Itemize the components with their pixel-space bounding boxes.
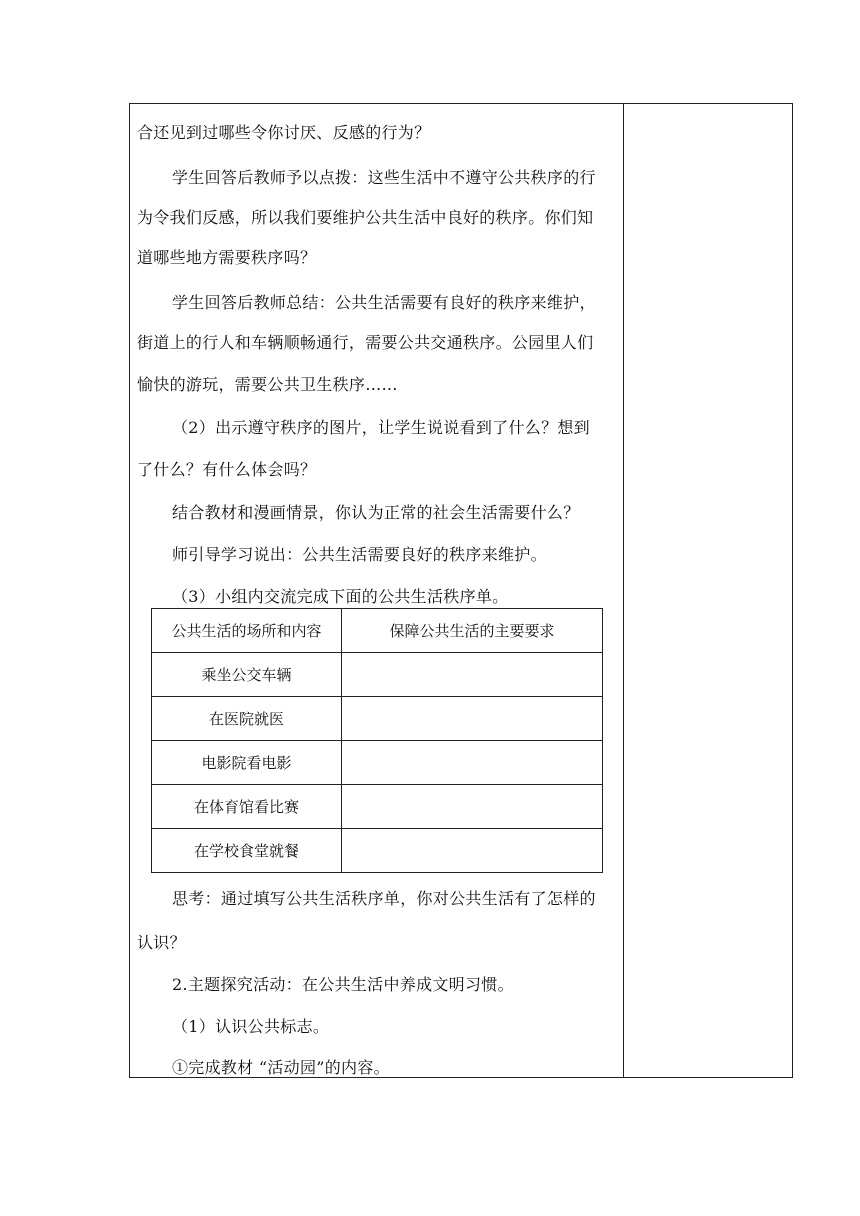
table-cell-requirement xyxy=(342,741,603,785)
public-order-table xyxy=(151,608,603,873)
column-divider xyxy=(623,103,624,1078)
table-cell-place: 电影院看电影 xyxy=(152,741,342,785)
paragraph-line: （1）认识公共标志。 xyxy=(172,1017,330,1036)
table-header-row xyxy=(152,609,603,653)
paragraph-line: 合还见到过哪些令你讨厌、反感的行为？ xyxy=(137,123,431,142)
table-header-cell: 保障公共生活的主要要求 xyxy=(342,609,603,653)
table-row xyxy=(152,697,603,741)
table-cell-requirement xyxy=(342,697,603,741)
paragraph-line: （3）小组内交流完成下面的公共生活秩序单。 xyxy=(172,587,509,606)
table-cell-requirement xyxy=(342,785,603,829)
paragraph-line: 2.主题探究活动：在公共生活中养成文明习惯。 xyxy=(172,975,514,994)
paragraph-line: （2）出示遵守秩序的图片，让学生说说看到了什么？想到 xyxy=(172,418,590,437)
paragraph-line: 思考：通过填写公共生活秩序单，你对公共生活有了怎样的 xyxy=(172,889,596,908)
paragraph-line: 愉快的游玩，需要公共卫生秩序…… xyxy=(137,375,398,394)
table-cell-place: 在学校食堂就餐 xyxy=(152,829,342,873)
table-cell-requirement xyxy=(342,653,603,697)
table-cell-place: 乘坐公交车辆 xyxy=(152,653,342,697)
paragraph-line: 道哪些地方需要秩序吗？ xyxy=(137,248,317,267)
paragraph-line: 结合教材和漫画情景，你认为正常的社会生活需要什么？ xyxy=(172,503,580,522)
table-cell-requirement xyxy=(342,829,603,873)
paragraph-line: 为令我们反感，所以我们要维护公共生活中良好的秩序。你们知 xyxy=(137,208,594,227)
paragraph-line: ①完成教材 “活动园”的内容。 xyxy=(172,1058,390,1077)
paragraph-line: 学生回答后教师予以点拨：这些生活中不遵守公共秩序的行 xyxy=(172,168,596,187)
table-row xyxy=(152,741,603,785)
table-row xyxy=(152,829,603,873)
table-row xyxy=(152,653,603,697)
paragraph-line: 了什么？有什么体会吗？ xyxy=(137,460,317,479)
table-cell-place: 在医院就医 xyxy=(152,697,342,741)
table-cell-place: 在体育馆看比赛 xyxy=(152,785,342,829)
table-header-cell: 公共生活的场所和内容 xyxy=(152,609,342,653)
paragraph-line: 街道上的行人和车辆顺畅通行，需要公共交通秩序。公园里人们 xyxy=(137,333,594,352)
paragraph-line: 师引导学习说出：公共生活需要良好的秩序来维护。 xyxy=(172,545,547,564)
paragraph-line: 学生回答后教师总结：公共生活需要有良好的秩序来维护， xyxy=(172,293,596,312)
table-row xyxy=(152,785,603,829)
paragraph-line: 认识？ xyxy=(137,933,186,952)
